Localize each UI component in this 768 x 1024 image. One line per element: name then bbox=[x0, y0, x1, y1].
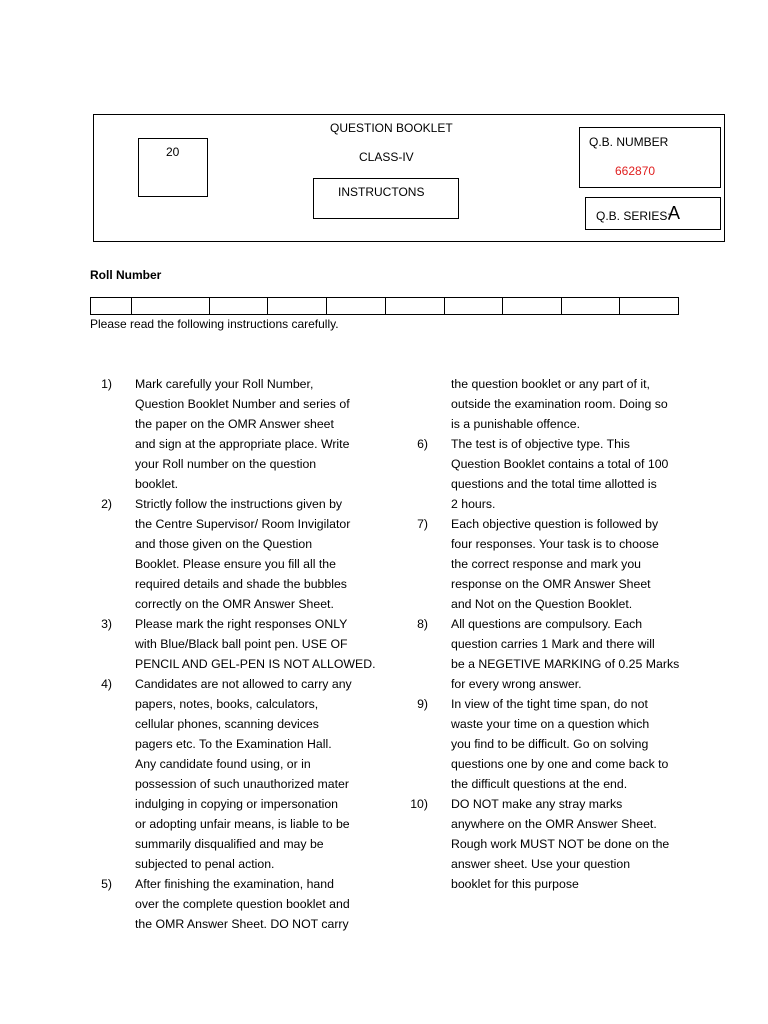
instruction-item bbox=[90, 494, 390, 614]
item-line: correctly on the OMR Answer Sheet. bbox=[135, 597, 334, 611]
roll-number-grid[interactable] bbox=[90, 297, 679, 315]
item-line: questions and the total time allotted is bbox=[451, 477, 657, 491]
intro-text: Please read the following instructions carefully. bbox=[90, 317, 339, 331]
item-line: Mark carefully your Roll Number, bbox=[135, 377, 314, 391]
item-line: or adopting unfair means, is liable to be bbox=[135, 817, 350, 831]
item-line: response on the OMR Answer Sheet bbox=[451, 577, 651, 591]
item-line: indulging in copying or impersonation bbox=[135, 797, 339, 811]
instruction-item bbox=[90, 374, 390, 494]
roll-cell[interactable] bbox=[562, 298, 620, 314]
instruction-item bbox=[406, 794, 706, 894]
item-line: Strictly follow the instructions given by bbox=[135, 497, 343, 511]
item-line: question carries 1 Mark and there will bbox=[451, 637, 655, 651]
item-line: 2 hours. bbox=[451, 497, 496, 511]
booklet-title: QUESTION BOOKLET bbox=[330, 121, 453, 135]
roll-number-label: Roll Number bbox=[90, 268, 162, 282]
instruction-item bbox=[90, 674, 390, 874]
qb-series-box bbox=[585, 197, 721, 230]
item-line: the question booklet or any part of it, bbox=[451, 377, 650, 391]
item-line: DO NOT make any stray marks bbox=[451, 797, 623, 811]
item-number: 10) bbox=[410, 797, 428, 811]
item-number: 5) bbox=[101, 877, 112, 891]
instructions-box bbox=[313, 178, 459, 219]
item-line: your Roll number on the question bbox=[135, 457, 317, 471]
item-number: 2) bbox=[101, 497, 112, 511]
item-line: Candidates are not allowed to carry any bbox=[135, 677, 352, 691]
item-line: questions one by one and come back to bbox=[451, 757, 669, 771]
item-line: the correct response and mark you bbox=[451, 557, 642, 571]
item-line: you find to be difficult. Go on solving bbox=[451, 737, 649, 751]
instructions-left-column bbox=[90, 374, 390, 934]
item-line: Question Booklet contains a total of 100 bbox=[451, 457, 669, 471]
item-line: and those given on the Question bbox=[135, 537, 313, 551]
item-line: the OMR Answer Sheet. DO NOT carry bbox=[135, 917, 349, 931]
class-label: CLASS-IV bbox=[359, 150, 414, 164]
item-line: Please mark the right responses ONLY bbox=[135, 617, 348, 631]
item-line: over the complete question booklet and bbox=[135, 897, 350, 911]
item-line: and sign at the appropriate place. Write bbox=[135, 437, 350, 451]
instruction-item bbox=[90, 874, 390, 934]
instructions-right-column bbox=[406, 374, 706, 894]
qb-number-box bbox=[579, 127, 721, 188]
item-line: anywhere on the OMR Answer Sheet. bbox=[451, 817, 657, 831]
code-box-value: 20 bbox=[166, 145, 180, 159]
item-line: pagers etc. To the Examination Hall. bbox=[135, 737, 332, 751]
item-line: All questions are compulsory. Each bbox=[451, 617, 643, 631]
item-number: 4) bbox=[101, 677, 112, 691]
qb-series-value: A bbox=[668, 203, 681, 223]
roll-cell[interactable] bbox=[132, 298, 210, 314]
item-line: is a punishable offence. bbox=[451, 417, 580, 431]
item-line: and Not on the Question Booklet. bbox=[451, 597, 633, 611]
item-line: the Centre Supervisor/ Room Invigilator bbox=[135, 517, 351, 531]
item-line: four responses. Your task is to choose bbox=[451, 537, 659, 551]
item-line: Question Booklet Number and series of bbox=[135, 397, 350, 411]
item-line: required details and shade the bubbles bbox=[135, 577, 347, 591]
item-line: Booklet. Please ensure you fill all the bbox=[135, 557, 336, 571]
item-line: subjected to penal action. bbox=[135, 857, 275, 871]
roll-cell[interactable] bbox=[620, 298, 678, 314]
roll-cell[interactable] bbox=[210, 298, 268, 314]
qb-number-value: 662870 bbox=[615, 164, 656, 178]
item-line: with Blue/Black ball point pen. USE OF bbox=[135, 637, 348, 651]
item-line: be a NEGETIVE MARKING of 0.25 Marks bbox=[451, 657, 680, 671]
item-line: possession of such unauthorized mater bbox=[135, 777, 349, 791]
item-line: waste your time on a question which bbox=[451, 717, 650, 731]
instructions-label: INSTRUCTONS bbox=[338, 185, 425, 199]
qb-number-label: Q.B. NUMBER bbox=[589, 135, 669, 149]
item-line: Any candidate found using, or in bbox=[135, 757, 311, 771]
roll-cell[interactable] bbox=[503, 298, 562, 314]
item-number: 7) bbox=[417, 517, 428, 531]
instruction-item-continued bbox=[406, 374, 706, 434]
instruction-item bbox=[90, 614, 390, 674]
item-line: Each objective question is followed by bbox=[451, 517, 659, 531]
item-line: cellular phones, scanning devices bbox=[135, 717, 319, 731]
item-line: After finishing the examination, hand bbox=[135, 877, 334, 891]
qb-series-label: Q.B. SERIES: bbox=[596, 209, 671, 223]
item-line: summarily disqualified and may be bbox=[135, 837, 324, 851]
item-number: 8) bbox=[417, 617, 428, 631]
item-line: booklet. bbox=[135, 477, 179, 491]
roll-cell[interactable] bbox=[386, 298, 445, 314]
item-line: answer sheet. Use your question bbox=[451, 857, 631, 871]
item-number: 3) bbox=[101, 617, 112, 631]
roll-cell[interactable] bbox=[268, 298, 327, 314]
instruction-item bbox=[406, 514, 706, 614]
item-number: 9) bbox=[417, 697, 428, 711]
item-line: Rough work MUST NOT be done on the bbox=[451, 837, 670, 851]
instruction-item bbox=[406, 614, 706, 694]
item-line: outside the examination room. Doing so bbox=[451, 397, 668, 411]
instruction-item bbox=[406, 694, 706, 794]
item-line: the paper on the OMR Answer sheet bbox=[135, 417, 334, 431]
roll-cell[interactable] bbox=[445, 298, 503, 314]
item-line: booklet for this purpose bbox=[451, 877, 579, 891]
roll-cell[interactable] bbox=[327, 298, 386, 314]
item-line: for every wrong answer. bbox=[451, 677, 582, 691]
code-box bbox=[138, 138, 208, 197]
item-line: papers, notes, books, calculators, bbox=[135, 697, 319, 711]
instruction-item bbox=[406, 434, 706, 514]
item-line: The test is of objective type. This bbox=[451, 437, 630, 451]
roll-cell[interactable] bbox=[91, 298, 132, 314]
item-line: In view of the tight time span, do not bbox=[451, 697, 648, 711]
item-number: 6) bbox=[417, 437, 428, 451]
item-line: the difficult questions at the end. bbox=[451, 777, 628, 791]
item-number: 1) bbox=[101, 377, 112, 391]
item-line: PENCIL AND GEL-PEN IS NOT ALLOWED. bbox=[135, 657, 376, 671]
